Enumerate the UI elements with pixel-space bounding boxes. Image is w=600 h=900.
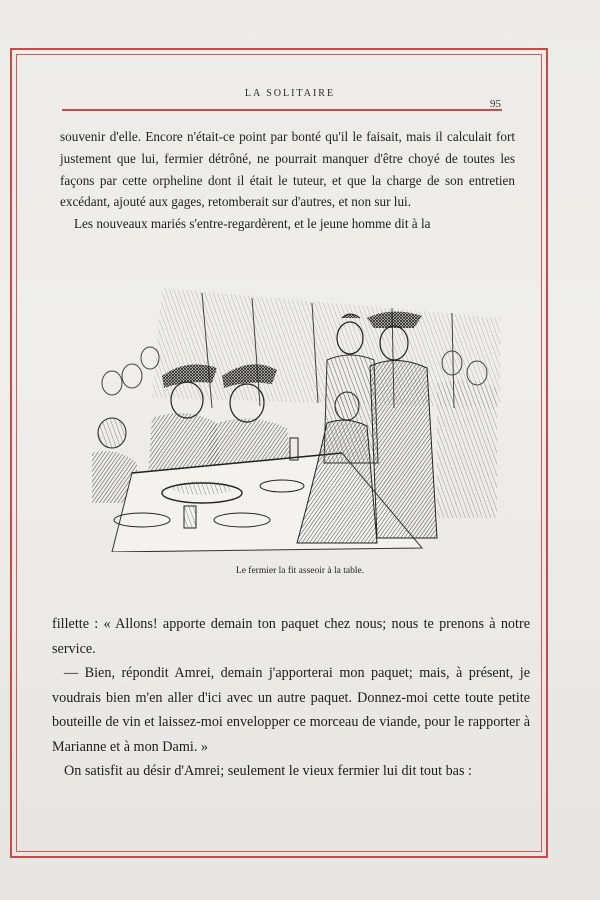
header-rule (62, 109, 502, 111)
engraving-illustration (92, 288, 500, 552)
text-block-top (60, 126, 515, 235)
paragraph: souvenir d'elle. Encore n'était-ce point par bonté qu'il le faisait, mais il calculait fort justement que lui, fermier détrôné, ne pourrait manquer d'être choyé de toutes les façons par cette orpheline dont il était le tuteur, et que la charge de son entretien excédant, ajouté aux gages, retomberait sur d'autres, et non sur lui. (60, 129, 515, 210)
page-number: 95 (490, 98, 501, 110)
text-block-bottom (52, 612, 530, 784)
running-title: LA SOLITAIRE (244, 88, 336, 99)
paragraph: — Bien, répondit Amrei, demain j'apporterai mon paquet; mais, à présent, je voudrais bien m'en aller d'ici avec un autre paquet. Donnez-moi cette toute petite bouteille de vin et laissez-moi envelopper ce morceau de viande, pour le rapporter à Marianne et à mon Dami. » (52, 665, 530, 755)
paragraph: fillette : « Allons! apporte demain ton paquet chez nous; nous te prenons à notre service. (52, 616, 530, 657)
illustration-caption: Le fermier la fit asseoir à la table. (235, 566, 365, 576)
engraving-picture (92, 288, 500, 552)
paragraph: Les nouveaux mariés s'entre-regardèrent, et le jeune homme dit à la (74, 216, 431, 232)
paragraph: On satisfit au désir d'Amrei; seulement le vieux fermier lui dit tout bas : (64, 763, 472, 779)
